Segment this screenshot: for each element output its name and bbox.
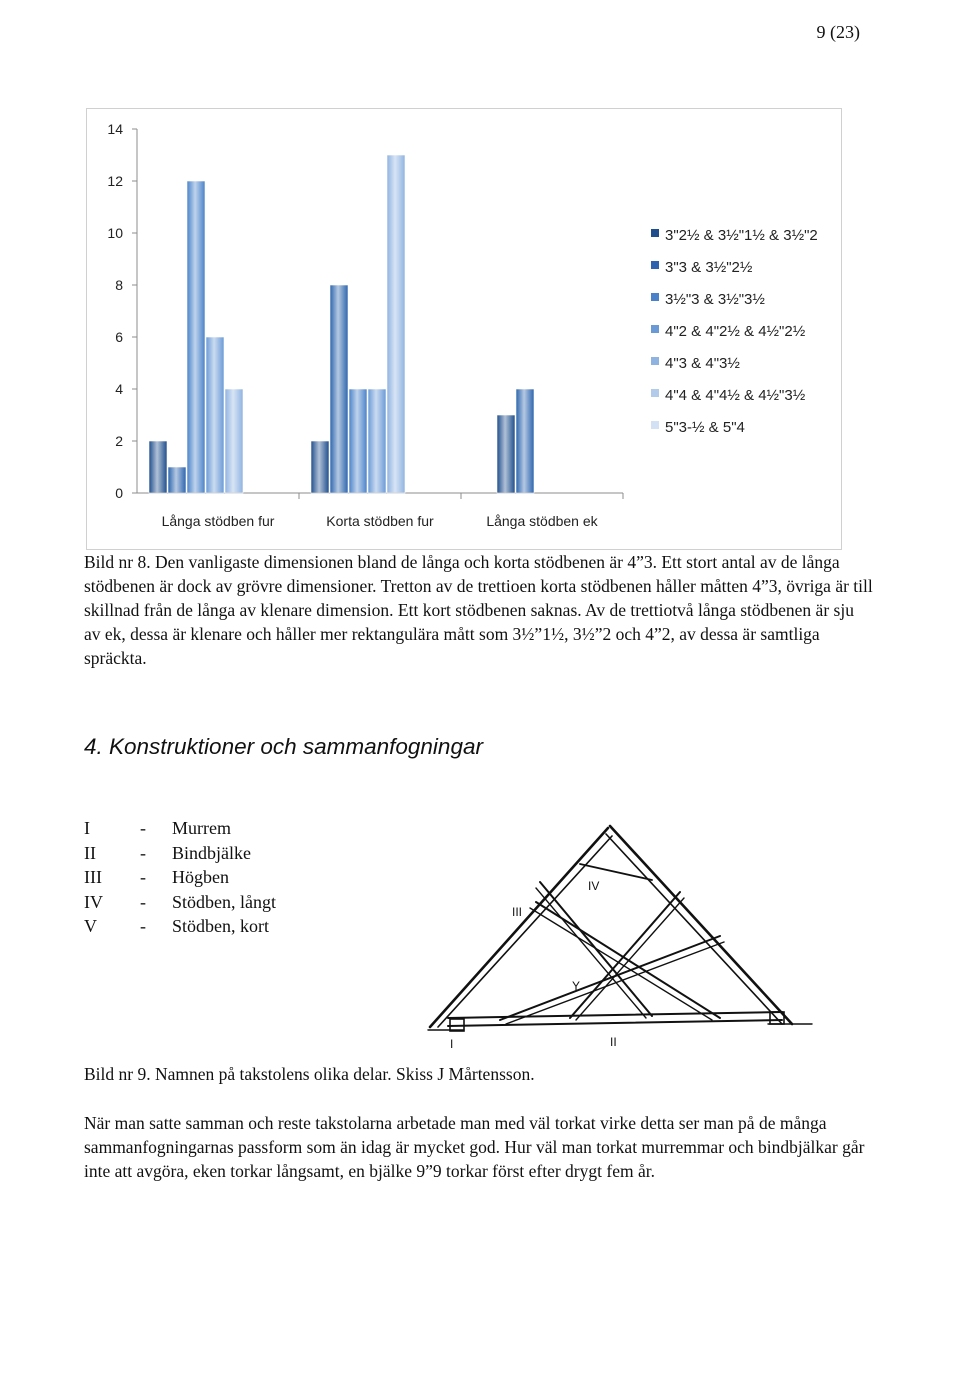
- part-number: IV: [84, 891, 103, 912]
- part-label: Högben: [172, 867, 229, 887]
- y-tick-label: 0: [115, 485, 123, 501]
- legend-swatch: [651, 421, 659, 429]
- legend-label: 4"4 & 4"4½ & 4½"3½: [665, 387, 806, 404]
- y-tick-label: 6: [115, 329, 123, 345]
- sketch-label-iv: IV: [588, 879, 600, 893]
- bar-3-2: [516, 389, 534, 493]
- bar-2-4: [368, 389, 386, 493]
- legend-label: 3½"3 & 3½"3½: [665, 291, 765, 308]
- parts-row: [84, 816, 276, 841]
- caption-figure-9: Bild nr 9. Namnen på takstolens olika delar. Skiss J Mårtensson.: [84, 1064, 535, 1084]
- part-label: Stödben, långt: [172, 891, 276, 912]
- tie-beam: [448, 1012, 782, 1018]
- bar-1-1: [149, 441, 167, 493]
- y-tick-label: 12: [107, 173, 123, 189]
- legend-swatch: [651, 357, 659, 365]
- rafter-right: [610, 826, 792, 1024]
- bar-3-1: [497, 415, 515, 493]
- y-tick-label: 2: [115, 433, 123, 449]
- part-label: Murrem: [172, 818, 231, 838]
- legend-swatch: [651, 293, 659, 301]
- brace-long: [536, 902, 720, 1018]
- part-dash: -: [140, 818, 146, 838]
- legend-swatch: [651, 389, 659, 397]
- legend-swatch: [651, 325, 659, 333]
- y-tick-label: 14: [107, 121, 123, 137]
- legend-label: 4"2 & 4"2½ & 4½"2½: [665, 323, 806, 340]
- sketch-label-ii: II: [610, 1035, 617, 1049]
- bar-1-3: [187, 181, 205, 493]
- y-tick-label: 4: [115, 381, 123, 397]
- part-label: Stödben, kort: [172, 916, 269, 936]
- x-tick-label: Korta stödben fur: [326, 513, 434, 529]
- legend-label: 3"2½ & 3½"1½ & 3½"2: [665, 227, 818, 244]
- part-number: V: [84, 916, 97, 936]
- parts-row: [84, 841, 276, 866]
- y-tick-label: 10: [107, 225, 123, 241]
- part-label: Bindbjälke: [172, 842, 251, 863]
- part-dash: -: [140, 916, 146, 936]
- part-dash: -: [140, 891, 146, 912]
- parts-row: [84, 890, 276, 915]
- page-number: 9 (23): [816, 22, 860, 42]
- rafter-left: [430, 828, 608, 1027]
- x-tick-label: Långa stödben fur: [161, 513, 275, 529]
- parts-row: [84, 914, 276, 939]
- bar-2-5: [387, 155, 405, 493]
- bar-1-4: [206, 337, 224, 493]
- truss-sketch: [420, 812, 820, 1057]
- part-dash: -: [140, 842, 146, 863]
- bar-2-1: [311, 441, 329, 493]
- part-dash: -: [140, 867, 146, 887]
- parts-list: [84, 816, 276, 939]
- legend-swatch: [651, 261, 659, 269]
- legend-label: 4"3 & 4"3½: [665, 355, 740, 372]
- legend-swatch: [651, 229, 659, 237]
- bar-1-2: [168, 467, 186, 493]
- caption-figure-8: Bild nr 8. Den vanligaste dimensionen bland de långa och korta stödbenen är 4”3. Ett stort antal av de långa stödbenen är dock av grövre dimensioner. Tretton av de trettioen korta stödbenen håller måtten 4”3, övriga är till skillnad från de långa av klenare dimension. Ett kort stödbenen saknas. Av de trettiotvå långa stödbenen är sju av ek, dessa är klenare och håller mer rektangulära mått som 3½”1½, 3½”2 och 4”2, av dessa är samtliga spräckta.: [84, 552, 873, 668]
- bar-2-3: [349, 389, 367, 493]
- body-paragraph: När man satte samman och reste takstolarna arbetade man med väl torkat virke detta ser man på de många sammanfogningarnas passform som än idag är mycket god. Hur väl man torkat murremmar och bindbjälkar går inte att avgöra, eken torkar långsamt, en bjälke 9”9 torkar först efter drygt fem år.: [84, 1113, 865, 1181]
- dimension-chart: [86, 108, 842, 550]
- part-number: I: [84, 818, 90, 838]
- sketch-label-iii: III: [512, 905, 523, 919]
- chart-svg: [87, 109, 841, 549]
- legend-label: 5"3-½ & 5"4: [665, 419, 745, 436]
- bar-1-5: [225, 389, 243, 493]
- y-tick-label: 8: [115, 277, 123, 293]
- brace-short: [570, 892, 680, 1018]
- part-number: II: [84, 842, 96, 863]
- x-tick-label: Långa stödben ek: [486, 513, 598, 529]
- brace-short: [540, 882, 652, 1016]
- bar-2-2: [330, 285, 348, 493]
- section-title: 4. Konstruktioner och sammanfogningar: [84, 734, 483, 759]
- legend-label: 3"3 & 3½"2½: [665, 259, 753, 276]
- sketch-label-i: I: [450, 1037, 454, 1051]
- part-number: III: [84, 867, 102, 887]
- sketch-label-v: Y: [572, 979, 581, 993]
- parts-row: [84, 865, 276, 890]
